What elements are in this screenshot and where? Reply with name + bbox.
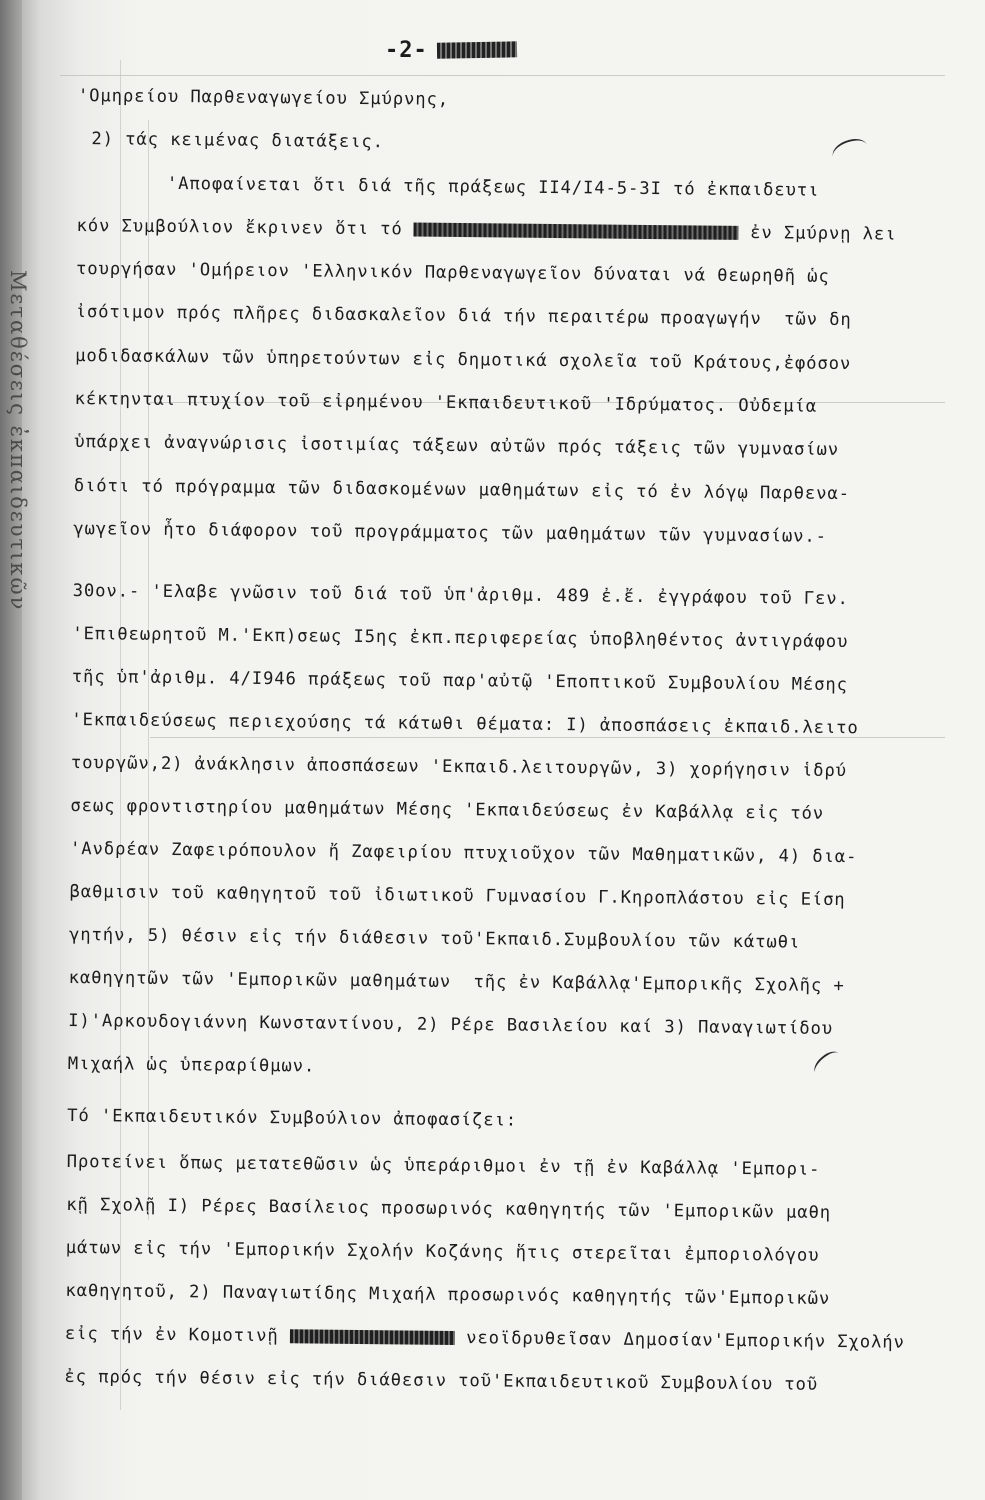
redaction-mark: [437, 41, 517, 58]
line-text: ἐν Σμύρνῃ λει: [750, 223, 897, 245]
text-line: κῇ Σχολῇ Ι) Ρέρες Βασίλειος προσωρινός καθηγητής τῶν 'Εμπορικῶν μαθη: [66, 1194, 832, 1223]
text-line: 'Επιθεωρητοῦ Μ.'Εκπ)σεως Ι5ης ἐκπ.περιφερείας ὑποβληθέντος ἀντιγράφου: [72, 623, 849, 653]
text-line: 2) τάς κειμένας διατάξεις.: [91, 129, 384, 153]
text-line: [76, 216, 896, 245]
text-line: 30ον.- 'Ελαβε γνῶσιν τοῦ διά τοῦ ὑπ'ἀριθμ. 489 ἐ.ἔ. ἐγγράφου τοῦ Γεν.: [72, 580, 849, 610]
text-line: Ι)'Αρκουδογιάννη Κωνσταντίνου, 2) Ρέρε Βασιλείου καί 3) Παναγιωτίδου: [68, 1010, 834, 1039]
pen-mark: [810, 1047, 843, 1079]
text-line: Τό 'Εκπαιδευτικόν Συμβούλιον ἀποφασίζει:: [67, 1105, 518, 1131]
text-line: 'Ανδρέαν Ζαφειρόπουλον ἤ Ζαφειρίου πτυχιοῦχον τῶν Μαθηματικῶν, 4) δια-: [69, 838, 858, 868]
page-number: -2-: [385, 38, 428, 63]
text-line: Μιχαήλ ὡς ὑπεραρίθμων.: [67, 1053, 316, 1077]
line-text: κόν Συμβούλιον ἔκρινεν ὅτι τό: [76, 215, 403, 240]
redaction-mark: [290, 1329, 455, 1345]
margin-note: Μεταθέσεις ἐκπαιδευτικῶν: [6, 270, 30, 612]
text-line: [65, 1324, 905, 1353]
text-line: σεως φροντιστηρίου μαθημάτων Μέσης 'Εκπαιδεύσεως ἐν Καβάλλᾳ εἰς τόν: [70, 795, 825, 824]
text-line: βαθμισιν τοῦ καθηγητοῦ τοῦ ἰδιωτικοῦ Γυμνασίου Γ.Κηροπλάστου εἰς Είση: [69, 881, 846, 911]
text-line: τουργῶν,2) ἀνάκλησιν ἀποσπάσεων 'Εκπαιδ.λειτουργῶν, 3) χορήγησιν ἱδρύ: [70, 752, 848, 782]
text-line: μάτων εἰς τήν 'Εμπορικήν Σχολήν Κοζάνης ἥτις στερεῖται ἐμποριολόγου: [65, 1237, 820, 1266]
text-line: τουργήσαν 'Ομήρειον 'Ελληνικόν Παρθεναγωγεῖον δύναται νά θεωρηθῆ ὡς: [75, 258, 830, 287]
line-text: εἰς τήν ἐν Κομοτινῇ: [64, 1323, 279, 1347]
text-line: 'Εκπαιδεύσεως περιεχούσης τά κάτωθι θέματα: Ι) ἀποσπάσεις ἐκπαιδ.λειτο: [71, 709, 859, 739]
text-line: καθηγητοῦ, 2) Παναγιωτίδης Μιχαήλ προσωρινός καθηγητής τῶν'Εμπορικῶν: [65, 1280, 831, 1309]
text-line: καθηγητῶν τῶν 'Εμπορικῶν μαθημάτων τῆς ἐν Καβάλλᾳ'Εμπορικῆς Σχολῆς +: [68, 967, 845, 997]
text-line: ὑπάρχει ἀναγνώρισις ἰσοτιμίας τάξεων αὐτῶν πρός τάξεις τῶν γυμνασίων: [74, 431, 840, 460]
text-line: διότι τό πρόγραμμα τῶν διδασκομένων μαθημάτων εἰς τό ἐν λόγῳ Παρθενα-: [73, 475, 850, 505]
typewritten-text: [64, 86, 968, 1395]
text-line: ἐς πρός τήν θέσιν εἰς τήν διάθεσιν τοῦ'Εκπαιδευτικοῦ Συμβουλίου τοῦ: [64, 1366, 819, 1395]
text-line: γητήν, 5) θέσιν εἰς τήν διάθεσιν τοῦ'Εκπαιδ.Συμβουλίου τῶν κάτωθι: [69, 924, 801, 953]
text-line: ἰσότιμον πρός πλῆρες διδασκαλεῖον διά τήν περαιτέρω προαγωγήν τῶν δη: [75, 301, 852, 331]
text-line: μοδιδασκάλων τῶν ὑπηρετούντων εἰς δημοτικά σχολεῖα τοῦ Κράτους,ἐφόσον: [75, 345, 852, 375]
pen-mark: [829, 135, 870, 168]
redaction-mark: [414, 223, 739, 240]
text-line: κέκτηνται πτυχίον τοῦ εἰρημένου 'Εκπαιδευτικοῦ 'Ιδρύματος. Οὐδεμία: [74, 388, 818, 417]
text-line: 'Ομηρείου Παρθεναγωγείου Σμύρνης,: [77, 86, 450, 110]
text-line: τῆς ὑπ'ἀριθμ. 4/Ι946 πράξεως τοῦ παρ'αὐτῷ 'Εποπτικοῦ Συμβουλίου Μέσης: [71, 666, 848, 696]
line-text: νεοϊδρυθεῖσαν Δημοσίαν'Εμπορικήν Σχολήν: [466, 1328, 905, 1353]
text-line: γωγεῖον ἦτο διάφορον τοῦ προγράμματος τῶν μαθημάτων τῶν γυμνασίων.-: [73, 518, 828, 547]
bleed-through-line: [60, 75, 945, 76]
text-line: 'Αποφαίνεται ὅτι διά τῆς πράξεως ΙΙ4/Ι4-5-3Ι τό ἐκπαιδευτι: [76, 172, 820, 201]
text-line: Προτείνει ὅπως μετατεθῶσιν ὡς ὑπεράριθμοι ἐν τῇ ἐν Καβάλλᾳ 'Εμπορι-: [66, 1151, 821, 1180]
